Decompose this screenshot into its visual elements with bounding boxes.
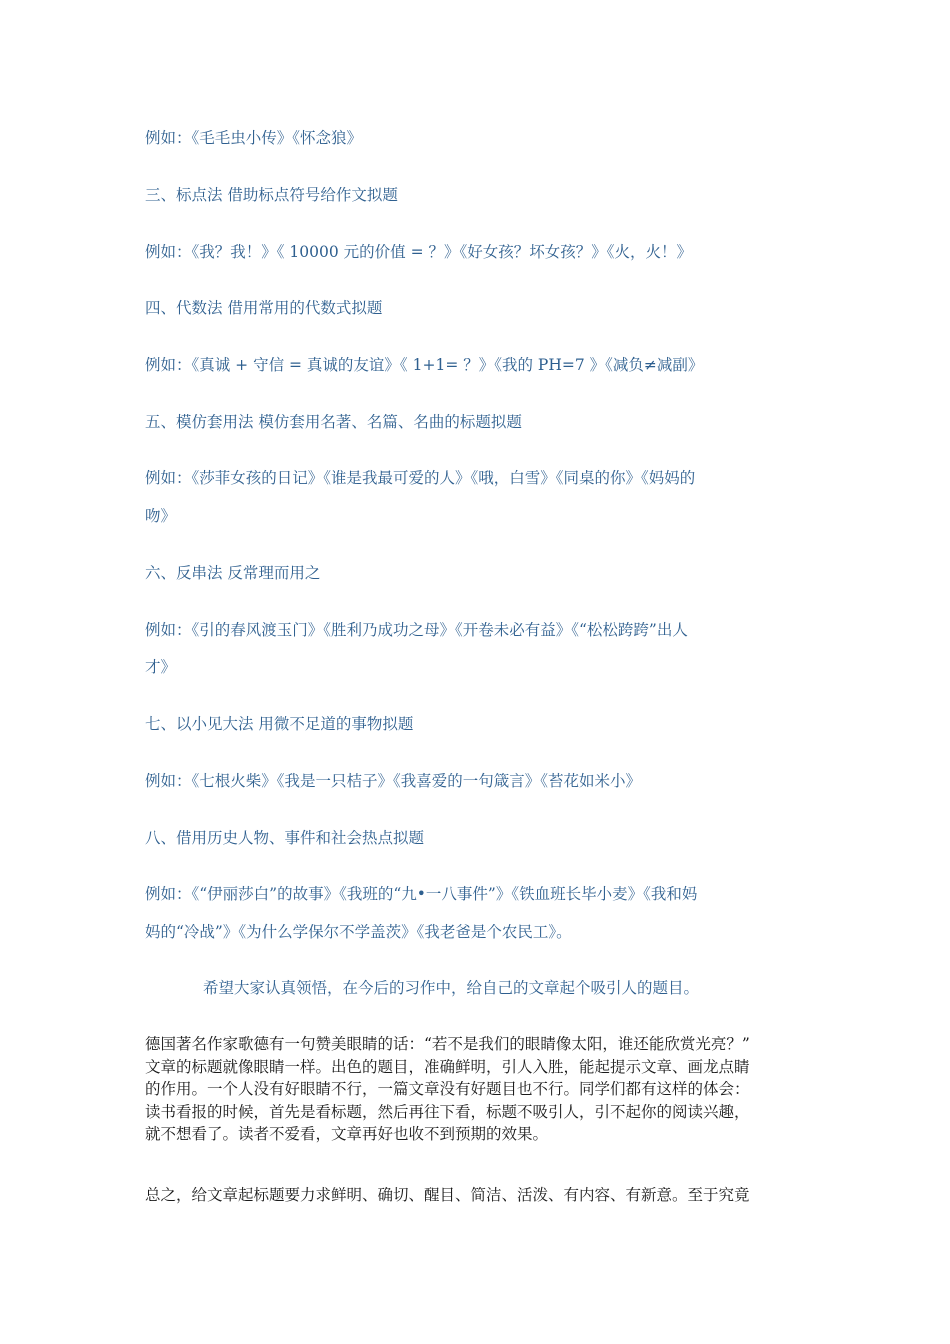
paragraph-line: 总之，给文章起标题要力求鲜明、确切、醒目、简洁、活泼、有内容、有新意。至于究竟 xyxy=(145,1186,750,1204)
heading-imitation-method: 五、模仿套用法 模仿套用名著、名篇、名曲的标题拟题 xyxy=(145,413,522,431)
heading-history-method: 八、借用历史人物、事件和社会热点拟题 xyxy=(145,829,425,847)
example-line-7: 例如：《“伊丽莎白”的故事》《我班的“九•一八事件”》《铁血班长毕小麦》《我和妈 xyxy=(145,885,698,903)
closing-remark: 希望大家认真领悟，在今后的习作中，给自己的文章起个吸引人的题目。 xyxy=(203,979,700,997)
heading-algebra-method: 四、代数法 借用常用的代数式拟题 xyxy=(145,299,383,317)
paragraph-line: 文章的标题就像眼睛一样。出色的题目，准确鲜明，引人入胜，能起提示文章、画龙点睛 xyxy=(145,1057,750,1076)
paragraph-line: 德国著名作家歌德有一句赞美眼睛的话：“若不是我们的眼睛像太阳，谁还能欣赏光亮？” xyxy=(145,1035,750,1053)
summary-paragraph xyxy=(145,1184,810,1207)
example-line-3: 例如：《真诚 + 守信 = 真诚的友谊》《 1+1= ？》《我的 PH=7 》《减负≠减副》 xyxy=(145,356,704,374)
heading-punctuation-method: 三、标点法 借助标点符号给作文拟题 xyxy=(145,186,398,204)
example-line-2: 例如：《我？我！》《 10000 元的价值 = ？》《好女孩？坏女孩？》《火，火！》 xyxy=(145,243,693,261)
paragraph-line: 的作用。一个人没有好眼睛不行，一篇文章没有好题目也不行。同学们都有这样的体会： xyxy=(145,1080,750,1098)
example-line-4: 例如：《莎菲女孩的日记》《谁是我最可爱的人》《哦，白雪》《同桌的你》《妈妈的 xyxy=(145,469,696,487)
example-line-6: 例如：《七根火柴》《我是一只桔子》《我喜爱的一句箴言》《苔花如米小》 xyxy=(145,772,642,790)
paragraph-line: 读书看报的时候，首先是看标题，然后再往下看，标题不吸引人，引不起你的阅读兴趣， xyxy=(145,1102,750,1121)
example-line-1: 例如：《毛毛虫小传》《怀念狼》 xyxy=(145,129,363,147)
example-line-7-cont: 妈的“冷战”》《为什么学保尔不学盖茨》《我老爸是个农民工》。 xyxy=(145,923,572,941)
example-line-5-cont: 才》 xyxy=(145,658,177,676)
heading-reverse-method: 六、反串法 反常理而用之 xyxy=(145,564,321,582)
example-line-4-cont: 吻》 xyxy=(145,507,177,525)
example-line-5: 例如：《引的春风渡玉门》《胜利乃成功之母》《开卷未必有益》《“松松跨跨”出人 xyxy=(145,621,688,639)
goethe-paragraph xyxy=(145,1033,810,1146)
heading-small-to-big-method: 七、以小见大法 用微不足道的事物拟题 xyxy=(145,715,414,733)
paragraph-line: 就不想看了。读者不爱看，文章再好也收不到预期的效果。 xyxy=(145,1125,549,1143)
